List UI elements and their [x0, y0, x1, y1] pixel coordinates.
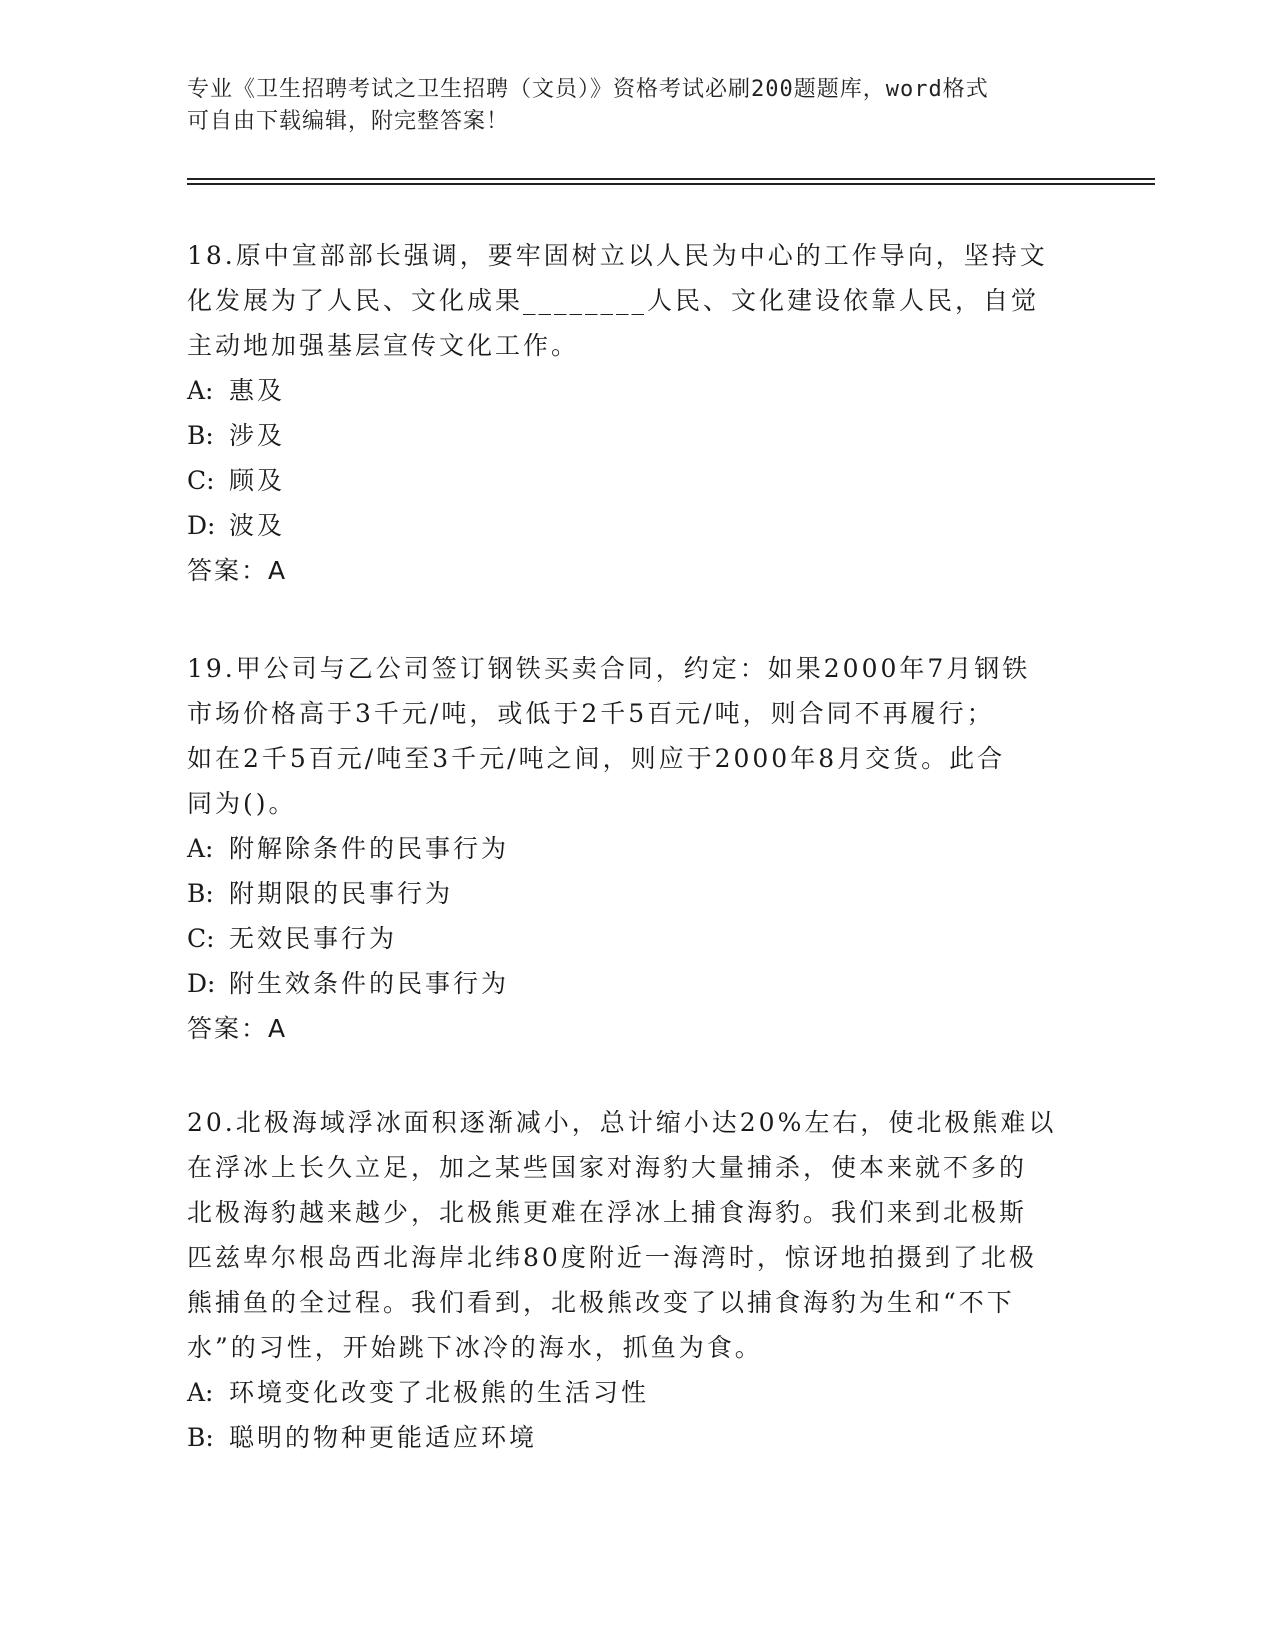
question-text-line: 同为()。 — [187, 789, 297, 818]
option-key: D: — [187, 511, 216, 540]
question-text-line: 在浮冰上长久立足，加之某些国家对海豹大量捕杀，使本来就不多的 — [187, 1153, 1028, 1182]
option-key: A: — [187, 1378, 214, 1407]
question-text-line: 北极海豹越来越少，北极熊更难在浮冰上捕食海豹。我们来到北极斯 — [187, 1198, 1028, 1227]
question-20 — [187, 1100, 1087, 1460]
option-key: A: — [187, 376, 214, 405]
question-text-line: 18.原中宣部部长强调，要牢固树立以人民为中心的工作导向，坚持文 — [187, 241, 1048, 270]
header-divider-bottom — [187, 183, 1155, 185]
header-line-1: 专业《卫生招聘考试之卫生招聘（文员）》资格考试必刷200题题库，word格式 — [187, 77, 989, 102]
question-text-line: 主动地加强基层宣传文化工作。 — [187, 331, 580, 360]
question-text-line: 水”的习性，开始跳下冰冷的海水，抓鱼为食。 — [187, 1333, 763, 1362]
header-line-2: 可自由下载编辑，附完整答案！ — [187, 109, 510, 134]
question-text-line: 化发展为了人民、文化成果________人民、文化建设依靠人民，自觉 — [187, 286, 1040, 315]
option-key: A: — [187, 834, 214, 863]
option-key: C: — [187, 924, 215, 953]
option-text: 无效民事行为 — [229, 924, 398, 953]
option-a — [187, 826, 1087, 871]
option-a — [187, 1370, 1087, 1415]
question-text-line: 20.北极海域浮冰面积逐渐减小，总计缩小达20%左右，使北极熊难以 — [187, 1108, 1057, 1137]
option-key: B: — [187, 879, 214, 908]
option-b — [187, 871, 1087, 916]
option-text: 环境变化改变了北极熊的生活习性 — [229, 1378, 650, 1407]
header-divider-top — [187, 178, 1155, 180]
question-text-line: 匹兹卑尔根岛西北海岸北纬80度附近一海湾时，惊讶地拍摄到了北极 — [187, 1243, 1037, 1272]
answer-line: 答案：A — [187, 556, 288, 585]
option-d — [187, 503, 1087, 548]
answer-line: 答案：A — [187, 1014, 288, 1043]
document-header — [187, 74, 1067, 138]
option-c — [187, 458, 1087, 503]
option-text: 顾及 — [229, 466, 286, 495]
question-text-line: 市场价格高于3千元/吨，或低于2千5百元/吨，则合同不再履行； — [187, 699, 995, 728]
question-text-line: 熊捕鱼的全过程。我们看到，北极熊改变了以捕食海豹为生和“不下 — [187, 1288, 1015, 1317]
option-text: 波及 — [229, 511, 286, 540]
option-key: B: — [187, 1423, 214, 1452]
option-b — [187, 1415, 1087, 1460]
option-text: 涉及 — [229, 421, 286, 450]
option-text: 附期限的民事行为 — [229, 879, 454, 908]
option-key: B: — [187, 421, 214, 450]
question-text-line: 如在2千5百元/吨至3千元/吨之间，则应于2000年8月交货。此合 — [187, 744, 1006, 773]
option-text: 附解除条件的民事行为 — [229, 834, 510, 863]
option-b — [187, 413, 1087, 458]
option-d — [187, 961, 1087, 1006]
option-key: C: — [187, 466, 215, 495]
option-text: 聪明的物种更能适应环境 — [229, 1423, 538, 1452]
question-18 — [187, 233, 1087, 593]
question-19 — [187, 646, 1087, 1051]
option-c — [187, 916, 1087, 961]
question-text-line: 19.甲公司与乙公司签订钢铁买卖合同，约定：如果2000年7月钢铁 — [187, 654, 1031, 683]
option-text: 附生效条件的民事行为 — [229, 969, 510, 998]
option-key: D: — [187, 969, 216, 998]
option-a — [187, 368, 1087, 413]
option-text: 惠及 — [229, 376, 286, 405]
